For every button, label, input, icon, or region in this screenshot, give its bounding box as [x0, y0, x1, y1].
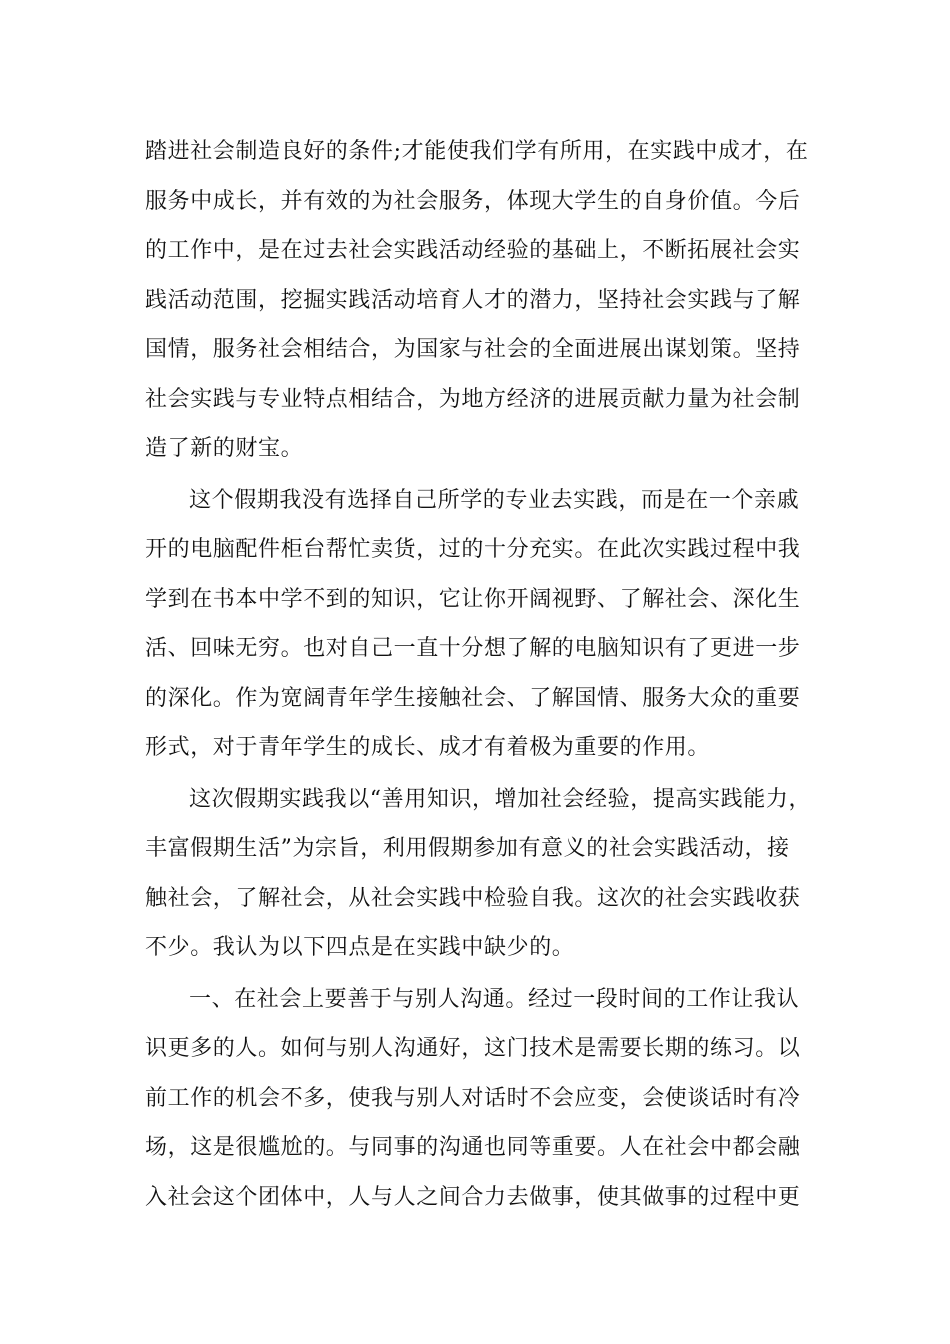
document-body [145, 127, 810, 1222]
text-line: 学到在书本中学不到的知识，它让你开阔视野、了解社会、深化生 [145, 586, 801, 612]
paragraph-1 [145, 127, 810, 474]
text-line: 开的电脑配件柜台帮忙卖货，过的十分充实。在此次实践过程中我 [145, 537, 801, 562]
text-line: 形式，对于青年学生的成长、成才有着极为重要的作用。 [145, 735, 711, 760]
text-line: 服务中成长，并有效的为社会服务，体现大学生的自身价值。今后 [145, 188, 801, 214]
text-line: 场，这是很尴尬的。与同事的沟通也同等重要。人在社会中都会融 [145, 1135, 801, 1160]
text-line: 踏进社会制造良好的条件;才能使我们学有所用，在实践中成才，在 [145, 139, 809, 164]
text-line: 的工作中，是在过去社会实践活动经验的基础上，不断拓展社会实 [145, 238, 801, 263]
text-line: 的深化。作为宽阔青年学生接触社会、了解国情、服务大众的重要 [145, 685, 801, 711]
paragraph-4 [145, 975, 810, 1223]
text-line: 这个假期我没有选择自己所学的专业去实践，而是在一个亲戚 [189, 487, 800, 513]
text-line: 触社会，了解社会，从社会实践中检验自我。这次的社会实践收获 [145, 885, 801, 911]
text-line: 造了新的财宝。 [145, 436, 304, 461]
text-line: 国情，服务社会相结合，为国家与社会的全面进展出谋划策。坚持 [145, 337, 801, 362]
text-line: 入社会这个团体中，人与人之间合力去做事，使其做事的过程中更 [145, 1184, 801, 1210]
paragraph-3 [145, 775, 810, 973]
text-line: 一、在社会上要善于与别人沟通。经过一段时间的工作让我认 [189, 986, 800, 1012]
paragraph-2 [145, 476, 810, 773]
text-line: 活、回味无穷。也对自己一直十分想了解的电脑知识有了更进一步 [145, 636, 801, 661]
text-line: 社会实践与专业特点相结合，为地方经济的进展贡献力量为社会制 [145, 386, 801, 412]
text-line: 前工作的机会不多，使我与别人对话时不会应变，会使谈话时有冷 [145, 1085, 801, 1111]
text-line: 不少。我认为以下四点是在实践中缺少的。 [145, 935, 575, 960]
text-line: 丰富假期生活”为宗旨，利用假期参加有意义的社会实践活动，接 [145, 836, 790, 861]
text-line: 践活动范围，挖掘实践活动培育人才的潜力，坚持社会实践与了解 [145, 287, 801, 313]
text-line: 这次假期实践我以“善用知识，增加社会经验，提高实践能力， [189, 786, 812, 812]
text-line: 识更多的人。如何与别人沟通好，这门技术是需要长期的练习。以 [145, 1036, 801, 1061]
